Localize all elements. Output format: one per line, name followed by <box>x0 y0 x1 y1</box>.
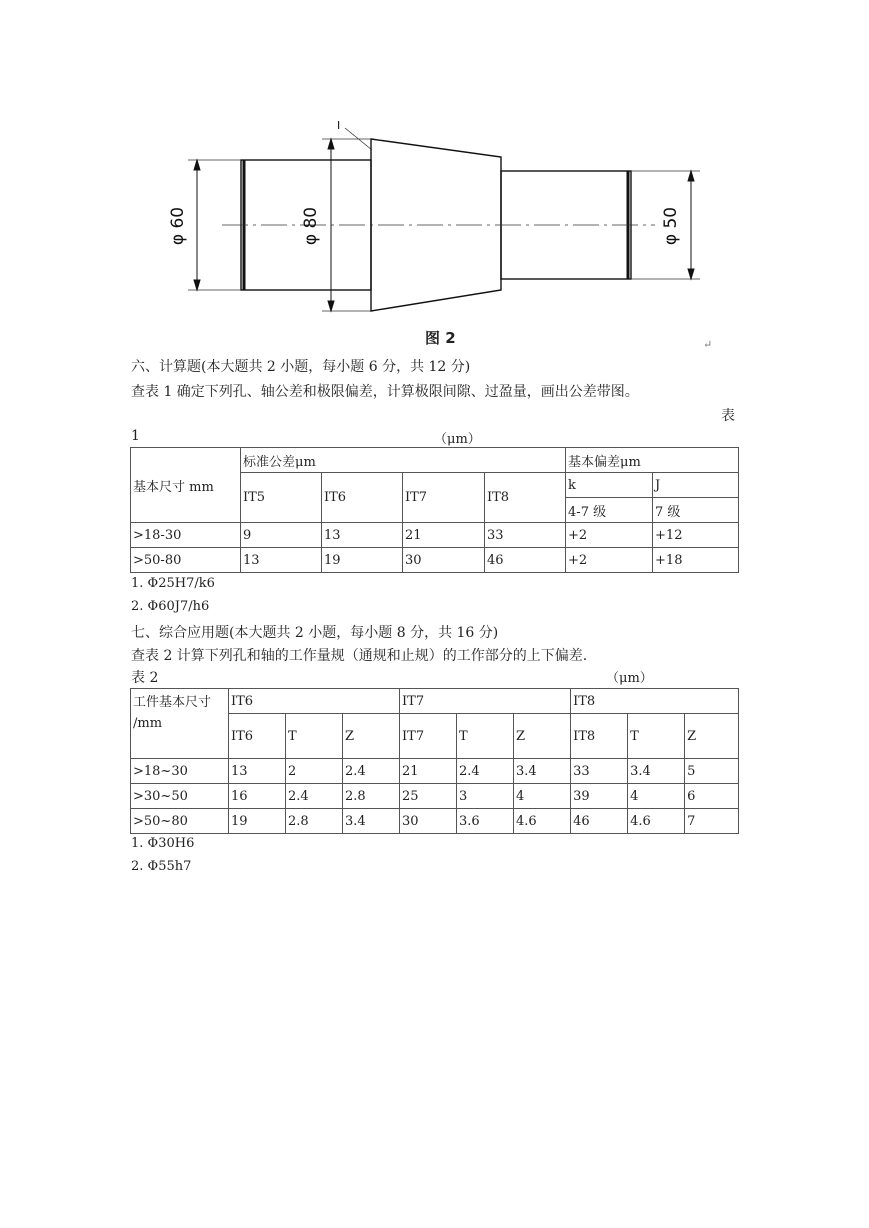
table-cell: 2.4 <box>286 784 343 809</box>
table-cell: 3.6 <box>457 809 514 834</box>
figure-caption: 图 2 <box>425 329 456 347</box>
table-cell: 30 <box>400 809 457 834</box>
table2-sub-header: IT7 <box>400 714 457 759</box>
table1-label-right: 表 <box>721 408 735 424</box>
table-cell: 9 <box>241 523 322 548</box>
table-cell: 21 <box>403 523 485 548</box>
table2-sub-header: T <box>286 714 343 759</box>
table-row <box>131 759 739 784</box>
table-cell: 4.6 <box>514 809 571 834</box>
table1-basic-dev-header: 基本偏差μm <box>566 448 739 473</box>
table2-col0-header-line2: /mm <box>133 716 163 731</box>
table2-sub-header: IT8 <box>571 714 628 759</box>
table-cell: 7 <box>685 809 739 834</box>
table-cell: 16 <box>229 784 286 809</box>
table-cell: +2 <box>566 523 653 548</box>
section7-question-2: 2. Φ55h7 <box>131 859 192 874</box>
table2-sub-header: Z <box>685 714 739 759</box>
table2-sub-header: IT6 <box>229 714 286 759</box>
dim-label-phi80: φ 80 <box>301 206 321 246</box>
table-cell: 13 <box>322 523 403 548</box>
dim-label-phi50: φ 50 <box>661 206 681 246</box>
table-cell: 2.8 <box>343 784 400 809</box>
table1-k-header: k <box>566 473 653 498</box>
table2-col0-header-line1: 工件基本尺寸 <box>133 695 212 710</box>
table-cell: 2.4 <box>457 759 514 784</box>
table2-group-header: IT7 <box>400 689 571 714</box>
section6-instruction: 查表 1 确定下列孔、轴公差和极限偏差，计算极限间隙、过盈量，画出公差带图。 <box>131 384 639 400</box>
table-cell: 2 <box>286 759 343 784</box>
return-mark: ↵ <box>703 338 713 351</box>
table2-label: 表 2 <box>131 670 159 686</box>
table-cell: 5 <box>685 759 739 784</box>
table-cell: 4 <box>514 784 571 809</box>
table-cell: 30 <box>403 548 485 573</box>
table-cell: 19 <box>229 809 286 834</box>
table1-it-header: IT8 <box>485 473 566 523</box>
table-cell: 13 <box>229 759 286 784</box>
table-cell: 39 <box>571 784 628 809</box>
gauge-table-2 <box>130 688 739 834</box>
section6-question-2: 2. Φ60J7/h6 <box>131 599 210 614</box>
table-cell: 2.8 <box>286 809 343 834</box>
table-cell: 2.4 <box>343 759 400 784</box>
table1-it-header: IT5 <box>241 473 322 523</box>
table-row <box>131 548 739 573</box>
table-cell: +2 <box>566 548 653 573</box>
section6-question-1: 1. Φ25H7/k6 <box>131 576 215 591</box>
table-row <box>131 523 739 548</box>
section7-heading: 七、综合应用题(本大题共 2 小题，每小题 8 分，共 16 分) <box>131 625 499 641</box>
table-cell: 3.4 <box>514 759 571 784</box>
callout-label: I <box>337 119 341 132</box>
table2-sub-header: T <box>628 714 685 759</box>
table-cell: 33 <box>485 523 566 548</box>
table-cell: 19 <box>322 548 403 573</box>
table-row <box>131 809 739 834</box>
table2-sub-header: Z <box>514 714 571 759</box>
table1-it-header: IT6 <box>322 473 403 523</box>
section6-heading: 六、计算题(本大题共 2 小题，每小题 6 分，共 12 分) <box>131 359 471 375</box>
shaft-drawing <box>0 0 869 360</box>
table-cell: 3.4 <box>628 759 685 784</box>
table-cell: +18 <box>653 548 739 573</box>
table1-col0-header: 基本尺寸 mm <box>131 448 241 523</box>
table2-col0-header <box>131 689 229 759</box>
tolerance-table-1 <box>130 447 739 573</box>
table1-j-grade: 7 级 <box>653 498 739 523</box>
table-cell: 46 <box>485 548 566 573</box>
table-cell: 3 <box>457 784 514 809</box>
table-cell: 46 <box>571 809 628 834</box>
table-cell: >18-30 <box>131 523 241 548</box>
table1-k-grade: 4-7 级 <box>566 498 653 523</box>
table-cell: +12 <box>653 523 739 548</box>
table-cell: 4 <box>628 784 685 809</box>
table2-sub-header: T <box>457 714 514 759</box>
table-cell: 13 <box>241 548 322 573</box>
table1-label-left: 1 <box>131 428 140 444</box>
table-cell: >18~30 <box>131 759 229 784</box>
table1-j-header: J <box>653 473 739 498</box>
table-cell: 3.4 <box>343 809 400 834</box>
table-cell: >50-80 <box>131 548 241 573</box>
table-cell: >30~50 <box>131 784 229 809</box>
dim-label-phi60: φ 60 <box>168 206 188 246</box>
table1-it-header: IT7 <box>403 473 485 523</box>
table2-group-header: IT8 <box>571 689 739 714</box>
table-cell: 21 <box>400 759 457 784</box>
table2-group-header: IT6 <box>229 689 400 714</box>
table-cell: 6 <box>685 784 739 809</box>
table1-std-tol-header: 标准公差μm <box>241 448 566 473</box>
table-cell: 4.6 <box>628 809 685 834</box>
section7-question-1: 1. Φ30H6 <box>131 836 195 851</box>
table-row <box>131 784 739 809</box>
table-cell: 25 <box>400 784 457 809</box>
table1-unit: （μm） <box>434 432 481 447</box>
table2-sub-header: Z <box>343 714 400 759</box>
section7-instruction: 查表 2 计算下列孔和轴的工作量规（通规和止规）的工作部分的上下偏差. <box>131 648 588 664</box>
table-cell: >50~80 <box>131 809 229 834</box>
table-cell: 33 <box>571 759 628 784</box>
table2-unit: （μm） <box>606 671 653 686</box>
